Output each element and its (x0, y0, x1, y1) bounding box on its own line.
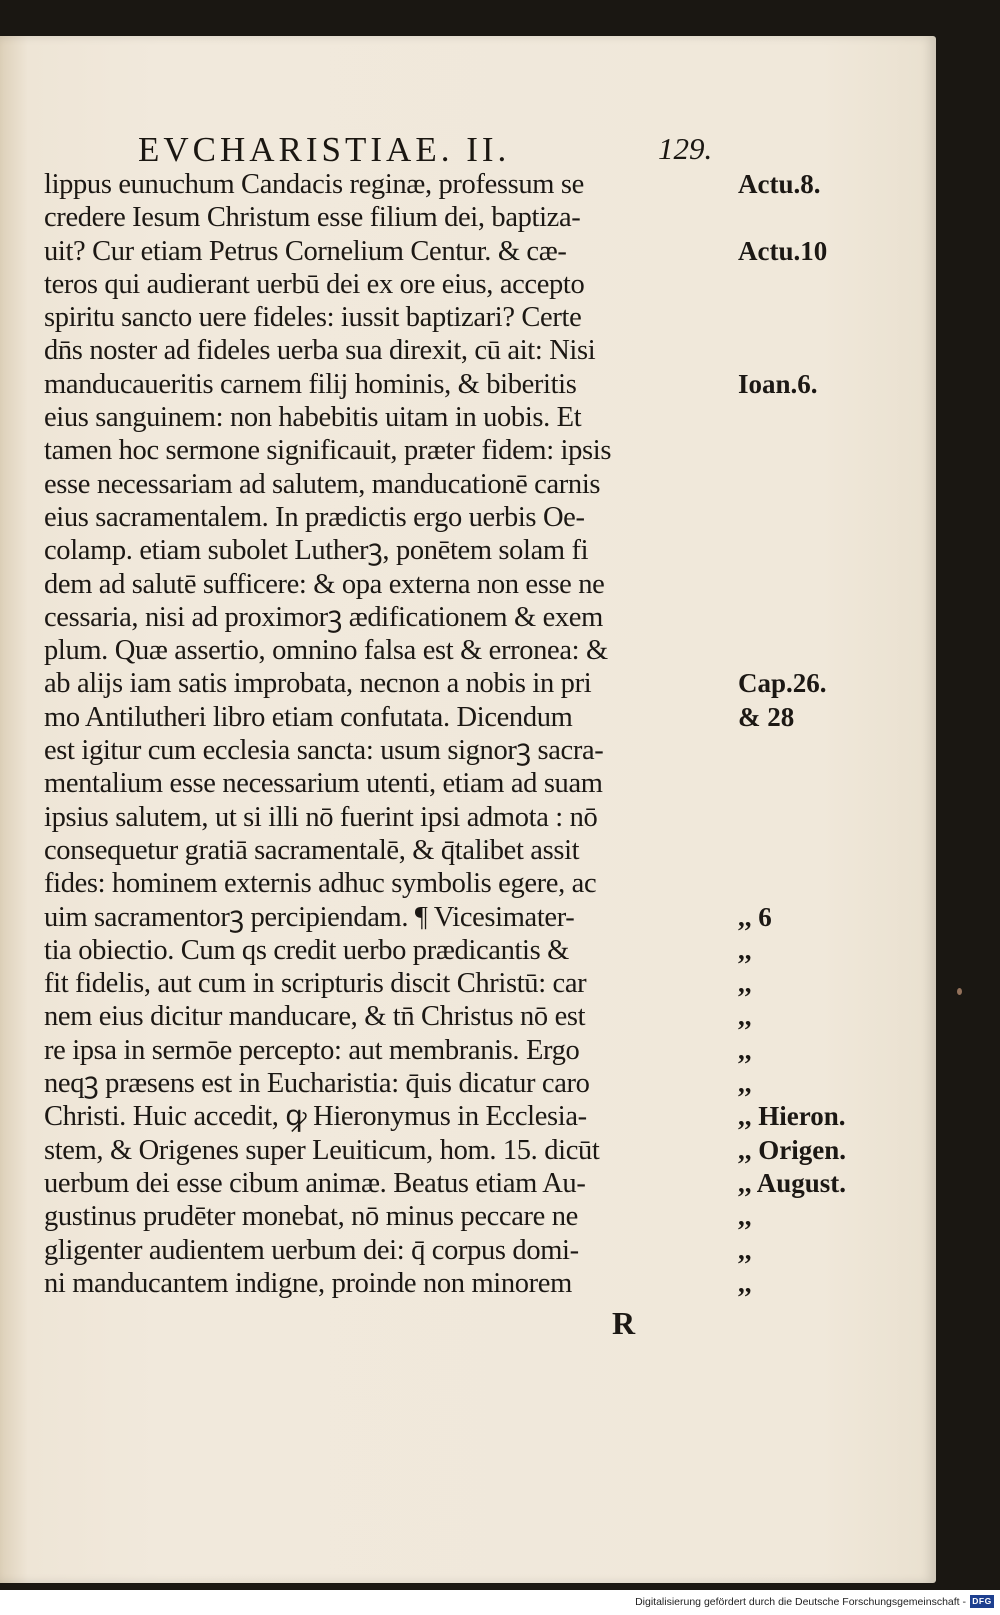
text-line: uim sacramentorꝫ percipiendam. ¶ Vicesimater- (44, 901, 575, 933)
body-text (44, 168, 734, 1300)
text-line: plum. Quæ assertio, omnino falsa est & erronea: & (44, 635, 608, 667)
text-line: gligenter audientem uerbum dei: q̄ corpus domi- (44, 1234, 579, 1266)
margin-note: Ioan.6. (738, 368, 818, 399)
margin-note (738, 401, 898, 434)
margin-note: & 28 (738, 701, 795, 732)
text-line: colamp. etiam subolet Lutherꝫ, ponētem solam fi (44, 535, 589, 567)
margin-note (738, 501, 898, 534)
text-line: esse necessariam ad salutem, manducationē carnis (44, 468, 601, 500)
text-line: teros qui audierant uerbū dei ex ore eius, accepto (44, 268, 585, 300)
text-line: dn̄s noster ad fideles uerba sua direxit, cū ait: Nisi (44, 335, 596, 367)
signature-mark: R (612, 1305, 636, 1341)
margin-note (738, 767, 898, 800)
text-line: tamen hoc sermone significauit, præter fidem: ipsis (44, 435, 612, 467)
margin-note (738, 634, 898, 667)
text-line: Christi. Huic accedit, ꝙ Hieronymus in Ecclesia- (44, 1101, 587, 1133)
margin-note: ,, (738, 1001, 752, 1032)
text-line: fides: hominem externis adhuc symbolis egere, ac (44, 868, 597, 900)
margin-note (738, 201, 898, 234)
margin-note (738, 301, 898, 334)
text-line: cessaria, nisi ad proximorꝫ ædificationem & exem (44, 601, 603, 633)
margin-note: ,, (738, 968, 752, 999)
margin-note (738, 867, 898, 900)
margin-note (738, 601, 898, 634)
running-head: EVCHARISTIAE. II. (138, 130, 511, 169)
margin-note: ,, 6 (738, 901, 772, 932)
text-line: uerbum dei esse cibum animæ. Beatus etiam Au- (44, 1167, 586, 1199)
text-line: nem eius dicitur manducare, & tn̄ Christus nō est (44, 1001, 586, 1033)
margin-note: ,, (738, 1201, 752, 1232)
text-line: re ipsa in sermōe percepto: aut membranis. Ergo (44, 1034, 580, 1066)
text-line: lippus eunuchum Candacis reginæ, professum se (44, 169, 584, 200)
margin-note: Actu.8. (738, 169, 821, 199)
text-line: mo Antilutheri libro etiam confutata. Dicendum (44, 701, 573, 733)
margin-note (738, 834, 898, 867)
margin-note: ,, (738, 1068, 752, 1099)
text-line: credere Iesum Christum esse filium dei, baptiza- (44, 202, 581, 234)
text-line: stem, & Origenes super Leuiticum, hom. 15. dicūt (44, 1134, 600, 1166)
margin-note (738, 334, 898, 367)
margin-note: Cap.26. (738, 668, 827, 699)
margin-note (738, 268, 898, 301)
margin-note: ,, Origen. (738, 1134, 846, 1165)
margin-note: ,, (738, 1034, 752, 1065)
margin-note: ,, Hieron. (738, 1101, 846, 1132)
margin-note (738, 568, 898, 601)
text-line: dem ad salutē sufficere: & opa externa non esse ne (44, 568, 605, 600)
margin-note (738, 734, 898, 767)
text-line: eius sacramentalem. In prædictis ergo uerbis Oe- (44, 501, 585, 533)
text-line: ipsius salutem, ut si illi nō fuerint ipsi admota : nō (44, 801, 598, 833)
text-line: manducaueritis carnem filij hominis, & biberitis (44, 368, 577, 400)
margin-note (738, 534, 898, 567)
text-line: neqꝫ præsens est in Eucharistia: q̄uis dicatur caro (44, 1068, 590, 1100)
text-line: eius sanguinem: non habebitis uitam in uobis. Et (44, 402, 582, 434)
margin-note (738, 801, 898, 834)
page-number: 129. (658, 131, 713, 166)
text-line: tia obiectio. Cum qs credit uerbo prædicantis & (44, 934, 569, 966)
text-line: ni manducantem indigne, proinde non minorem (44, 1267, 572, 1299)
text-line: mentalium esse necessarium utenti, etiam ad suam (44, 768, 603, 800)
paper-stain (957, 988, 962, 995)
digitization-credit: Digitalisierung gefördert durch die Deutsche Forschungsgemeinschaft - (635, 1596, 966, 1608)
dfg-logo: DFG (970, 1595, 994, 1608)
text-line: est igitur cum ecclesia sancta: usum signorꝫ sacra- (44, 735, 604, 767)
margin-notes (738, 168, 898, 1300)
text-line: uit? Cur etiam Petrus Cornelium Centur. & cæ- (44, 235, 567, 267)
margin-note: ,, August. (738, 1167, 847, 1198)
text-line: fit fidelis, aut cum in scripturis discit Christū: car (44, 968, 587, 1000)
text-line: ab alijs iam satis improbata, necnon a nobis in pri (44, 668, 592, 700)
margin-note: Actu.10 (738, 235, 828, 266)
text-line: consequetur gratiā sacramentalē, & q̄talibet assit (44, 834, 580, 866)
margin-note (738, 434, 898, 467)
text-line: gustinus prudēter monebat, nō minus peccare ne (44, 1201, 578, 1233)
margin-note (738, 468, 898, 501)
margin-note: ,, (738, 934, 752, 965)
text-line: spiritu sancto uere fideles: iussit baptizari? Certe (44, 302, 582, 334)
margin-note: ,, (738, 1267, 752, 1298)
margin-note: ,, (738, 1234, 752, 1265)
